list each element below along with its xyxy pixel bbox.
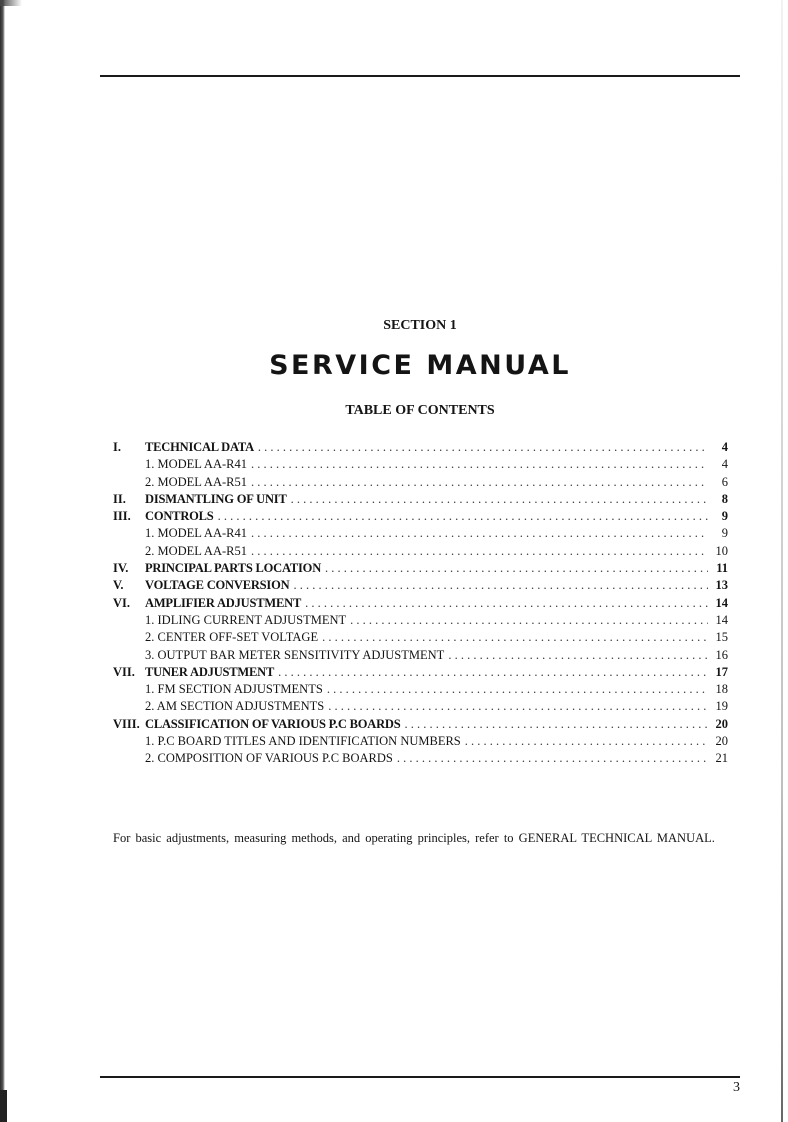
toc-dot-leader — [404, 717, 708, 732]
toc-section-entry — [113, 596, 728, 613]
scan-corner-top-left — [0, 0, 22, 6]
toc-section-entry — [113, 492, 728, 509]
toc-dot-leader — [322, 630, 708, 645]
toc-subsection-entry — [113, 544, 728, 561]
toc-section-entry — [113, 509, 728, 526]
toc-dot-leader — [328, 699, 708, 714]
toc-entry-label: PRINCIPAL PARTS LOCATION — [145, 561, 322, 576]
toc-page-number: 13 — [715, 578, 728, 593]
header-rule — [100, 75, 740, 77]
toc-subsection-entry — [113, 613, 728, 630]
toc-entry-label: 2. COMPOSITION OF VARIOUS P.C BOARDS — [145, 751, 393, 766]
scan-corner-bottom-left — [0, 1090, 7, 1122]
toc-subsection-entry — [113, 457, 728, 474]
toc-dot-leader — [258, 440, 708, 455]
toc-page-number: 8 — [721, 491, 728, 506]
toc-page-number: 9 — [721, 526, 728, 541]
toc-subsection-entry — [113, 734, 728, 751]
toc-dot-leader — [327, 682, 708, 697]
toc-entry-label: AMPLIFIER ADJUSTMENT — [145, 595, 302, 610]
toc-subsection-entry — [113, 751, 728, 768]
page-title: SERVICE MANUAL — [269, 350, 571, 381]
toc-page-number: 4 — [721, 440, 728, 454]
toc-section-entry — [113, 561, 728, 578]
toc-section-entry — [113, 578, 728, 595]
toc-entry-label: DISMANTLING OF UNIT — [145, 491, 287, 506]
toc-entry-label: 1. FM SECTION ADJUSTMENTS — [145, 682, 323, 697]
toc-entry-label: 1. P.C BOARD TITLES AND IDENTIFICATION NUMBERS — [145, 734, 461, 749]
scan-edge-left — [0, 0, 5, 1122]
toc-page-number: 4 — [721, 457, 728, 472]
toc-heading: TABLE OF CONTENTS — [345, 403, 495, 418]
toc-section-entry — [113, 717, 728, 734]
toc-dot-leader — [251, 457, 708, 472]
toc-entry-label: CONTROLS — [145, 509, 214, 524]
footnote: For basic adjustments, measuring methods, and operating principles, refer to GENERAL TECHNICAL MANUAL. — [113, 830, 715, 845]
toc-section-entry — [113, 440, 728, 457]
toc-entry-label: 2. AM SECTION ADJUSTMENTS — [145, 699, 325, 714]
toc-dot-leader — [293, 578, 708, 593]
toc-entry-label: 1. IDLING CURRENT ADJUSTMENT — [145, 612, 347, 627]
toc-page-number: 11 — [716, 561, 728, 576]
toc-page-number: 6 — [721, 474, 728, 489]
toc-dot-leader — [397, 751, 708, 766]
toc-entry-label: CLASSIFICATION OF VARIOUS P.C BOARDS — [145, 716, 401, 731]
toc-subsection-entry — [113, 526, 728, 543]
toc-numeral: VI. — [113, 595, 131, 610]
section-label: SECTION 1 — [383, 318, 457, 333]
toc-page-number: 14 — [715, 595, 728, 610]
toc-page-number: 19 — [715, 699, 728, 714]
toc-numeral: V. — [113, 578, 124, 593]
toc-dot-leader — [325, 561, 708, 576]
toc-dot-leader — [251, 544, 708, 559]
toc-dot-leader — [350, 613, 708, 628]
toc-entry-label: 3. OUTPUT BAR METER SENSITIVITY ADJUSTMENT — [145, 647, 445, 662]
toc-numeral: II. — [113, 491, 126, 506]
toc-subsection-entry — [113, 630, 728, 647]
toc-page-number: 20 — [715, 734, 728, 749]
toc-page-number: 18 — [715, 682, 728, 697]
footer-rule — [100, 1076, 740, 1078]
toc-subsection-entry — [113, 475, 728, 492]
toc-subsection-entry — [113, 648, 728, 665]
toc-entry-label: 1. MODEL AA-R41 — [145, 526, 247, 541]
toc-subsection-entry — [113, 699, 728, 716]
toc-entry-label: 2. MODEL AA-R51 — [145, 474, 247, 489]
toc-entry-label: TUNER ADJUSTMENT — [145, 664, 275, 679]
toc-dot-leader — [251, 526, 708, 541]
toc-numeral: III. — [113, 509, 131, 524]
toc-page-number: 20 — [715, 716, 728, 731]
toc-subsection-entry — [113, 682, 728, 699]
toc-page-number: 16 — [715, 647, 728, 662]
scan-edge-right — [781, 0, 783, 1122]
page-number: 3 — [733, 1080, 740, 1095]
toc-numeral: VII. — [113, 664, 135, 679]
toc-entry-label: 2. MODEL AA-R51 — [145, 543, 247, 558]
toc-dot-leader — [278, 665, 708, 680]
toc-section-entry — [113, 665, 728, 682]
toc-dot-leader — [251, 475, 708, 490]
toc-page-number: 21 — [715, 751, 728, 766]
toc-entry-label: 1. MODEL AA-R41 — [145, 457, 247, 472]
toc-entry-label: 2. CENTER OFF-SET VOLTAGE — [145, 630, 319, 645]
toc-dot-leader — [291, 492, 708, 507]
toc-numeral: IV. — [113, 561, 129, 576]
toc-page-number: 17 — [715, 664, 728, 679]
toc-dot-leader — [218, 509, 708, 524]
toc-page-number: 14 — [715, 612, 728, 627]
toc-page-number: 10 — [715, 543, 728, 558]
toc-entry-label: TECHNICAL DATA — [145, 440, 254, 454]
table-of-contents — [113, 440, 728, 769]
toc-page-number: 15 — [715, 630, 728, 645]
toc-dot-leader — [448, 648, 708, 663]
toc-entry-label: VOLTAGE CONVERSION — [145, 578, 290, 593]
toc-dot-leader — [305, 596, 708, 611]
toc-dot-leader — [465, 734, 708, 749]
toc-numeral: VIII. — [113, 716, 140, 731]
toc-page-number: 9 — [721, 509, 728, 524]
toc-numeral: I. — [113, 440, 121, 454]
